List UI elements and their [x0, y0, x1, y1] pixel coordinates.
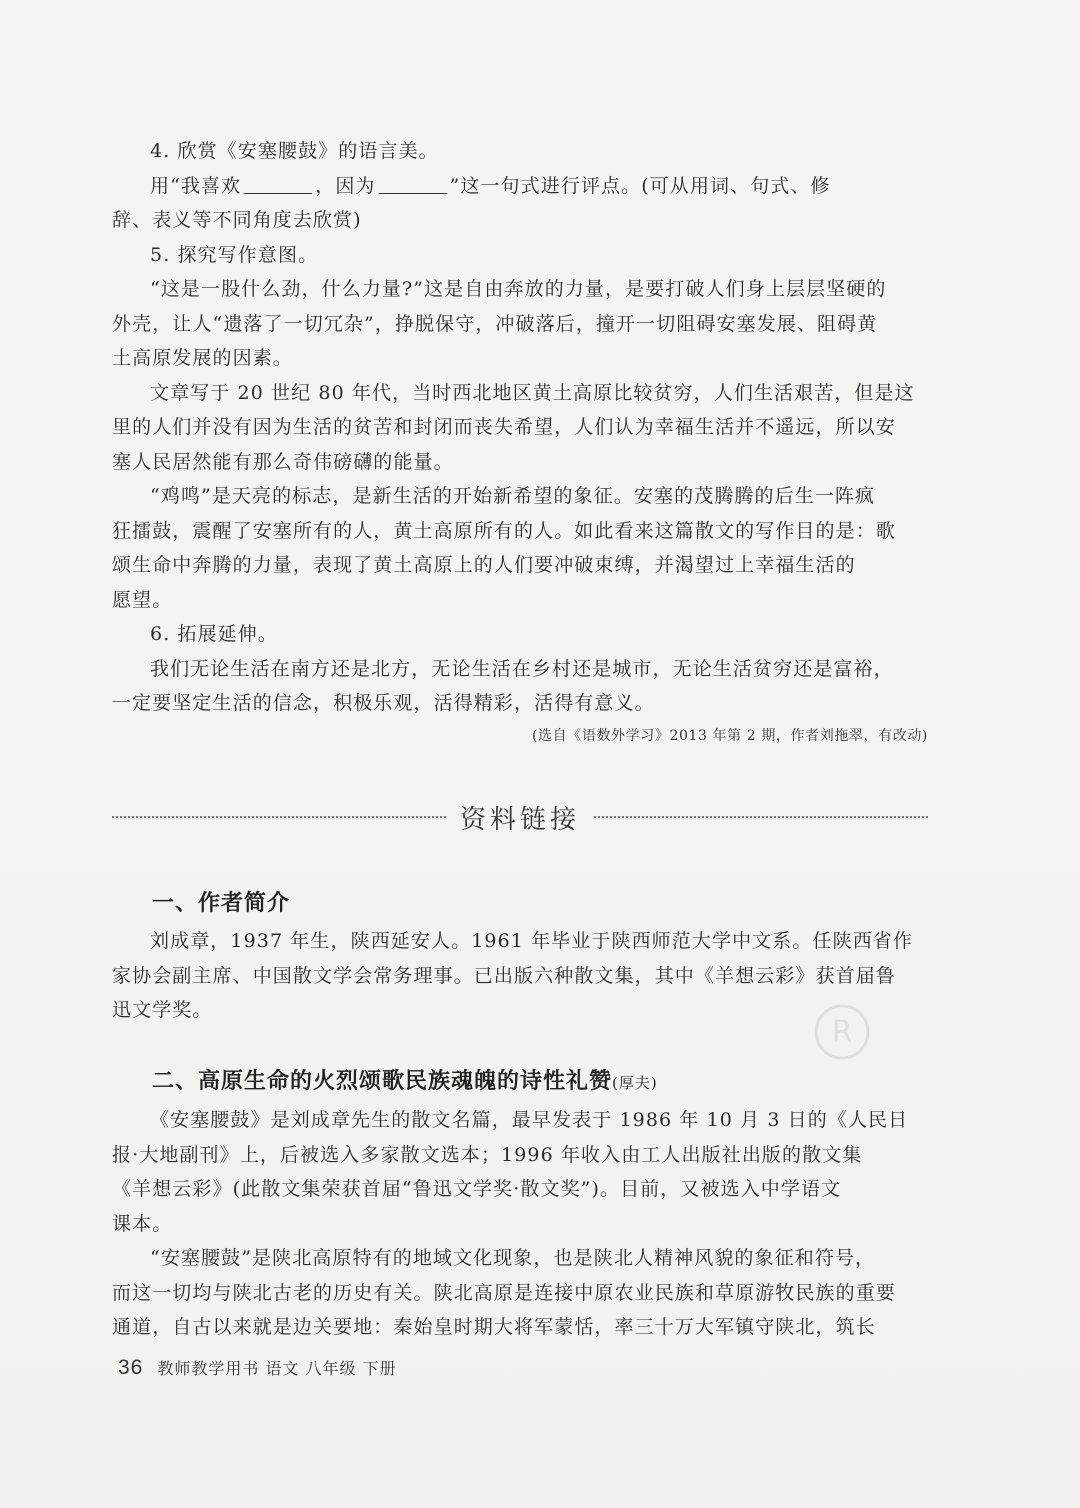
sec4-line1-b: ，因为	[315, 174, 376, 197]
book-title: 教师教学用书 语文 八年级 下册	[157, 1359, 397, 1378]
source-citation: (选自《语数外学习》2013 年第 2 期，作者刘拖翠，有改动)	[531, 727, 928, 744]
sec5-title: 5. 探究写作意图。	[150, 243, 319, 266]
page-footer	[118, 1356, 397, 1380]
sec6-p1-l2: 一定要坚定生活的信念，积极乐观，活得精彩，活得有意义。	[112, 692, 655, 714]
divider-dots-right	[594, 816, 928, 818]
sec5-p1-l1: “这是一股什么劲，什么力量?”这是自由奔放的力量，是要打破人们身上层层坚硬的	[150, 278, 887, 300]
sec5-p3-l4: 愿望。	[112, 588, 173, 611]
sec4-line2: 辞、表义等不同角度去欣赏)	[112, 209, 362, 231]
sec5-p2-l2: 里的人们并没有因为生活的贫苦和封闭而丧失希望，人们认为幸福生活并不遥远，所以安	[112, 416, 896, 438]
essay-section	[112, 1062, 928, 1345]
part2-p2-l1: “安塞腰鼓”是陕北高原特有的地域文化现象，也是陕北人精神风貌的象征和符号，	[150, 1247, 876, 1269]
sec4-line1-c: ”这一句式进行评点。(可从用词、句式、修	[449, 174, 831, 197]
top-section	[112, 134, 928, 751]
part2-p2-l2: 而这一切均与陕北古老的历史有关。陕北高原是连接中原农业民族和草原游牧民族的重要	[112, 1281, 896, 1304]
sec5-p1-l2: 外壳，让人“遗落了一切冗杂”，挣脱保守，冲破落后，撞开一切阻碍安塞发展、阻碍黄	[112, 312, 878, 335]
sec5-p3-l2: 狂擂鼓，震醒了安塞所有的人，黄土高原所有的人。如此看来这篇散文的写作目的是：歌	[112, 519, 896, 542]
sec4-line1-a: 用“我喜欢	[150, 174, 242, 197]
svg-text:R: R	[831, 1015, 853, 1050]
sec6-p1-l1: 我们无论生活在南方还是北方，无论生活在乡村还是城市，无论生活贫穷还是富裕，	[150, 657, 894, 680]
part2-heading-text: 二、高原生命的火烈颂歌民族魂魄的诗性礼赞	[152, 1069, 613, 1094]
section-divider	[112, 795, 928, 839]
author-intro-section	[112, 884, 928, 1028]
sec6-title: 6. 拓展延伸。	[150, 623, 278, 645]
sec5-p2-l1: 文章写于 20 世纪 80 年代，当时西北地区黄土高原比较贫穷，人们生活艰苦，但是这	[150, 381, 915, 404]
page-number: 36	[118, 1356, 144, 1379]
part2-p1-l1: 《安塞腰鼓》是刘成章先生的散文名篇，最早发表于 1986 年 10 月 3 日的《人民日	[150, 1109, 909, 1131]
sec4-line1	[112, 169, 928, 204]
part1-heading: 一、作者简介	[152, 891, 291, 916]
sec5-p2-l3: 塞人民居然能有那么奇伟磅礴的能量。	[112, 450, 454, 473]
part1-l1: 刘成章，1937 年生，陕西延安人。1961 年毕业于陕西师范大学中文系。任陕西省作	[150, 930, 913, 952]
sec4-title: 4. 欣赏《安塞腰鼓》的语言美。	[150, 140, 439, 162]
registered-mark-icon	[812, 1002, 872, 1062]
part2-p2-l3: 通道，自古以来就是边关要地：秦始皇时期大将军蒙恬，率三十万大军镇守陕北，筑长	[112, 1316, 876, 1338]
part2-author: (厚夫)	[612, 1074, 658, 1092]
divider-dots-left	[112, 816, 446, 818]
sec5-p3-l1: “鸡鸣”是天亮的标志，是新生活的开始新希望的象征。安塞的茂腾腾的后生一阵疯	[150, 485, 876, 507]
fill-blank-1	[244, 175, 312, 194]
part2-p1-l2: 报·大地副刊》上，后被选入多家散文选本；1996 年收入由工人出版社出版的散文集	[112, 1143, 863, 1166]
part2-p1-l4: 课本。	[112, 1212, 173, 1235]
fill-blank-2	[379, 175, 447, 194]
sec5-p3-l3: 颂生命中奔腾的力量，表现了黄土高原上的人们要冲破束缚，并渴望过上幸福生活的	[112, 554, 856, 576]
part1-l3: 迅文学奖。	[112, 999, 213, 1021]
part1-l2: 家协会副主席、中国散文学会常务理事。已出版六种散文集，其中《羊想云彩》获首届鲁	[112, 964, 896, 987]
part2-heading	[152, 1062, 928, 1103]
sec5-p1-l3: 土高原发展的因素。	[112, 347, 293, 369]
divider-title: 资料链接	[460, 804, 581, 835]
part2-p1-l3: 《羊想云彩》(此散文集荣获首届“鲁迅文学奖·散文奖”)。目前，又被选入中学语文	[112, 1178, 842, 1200]
